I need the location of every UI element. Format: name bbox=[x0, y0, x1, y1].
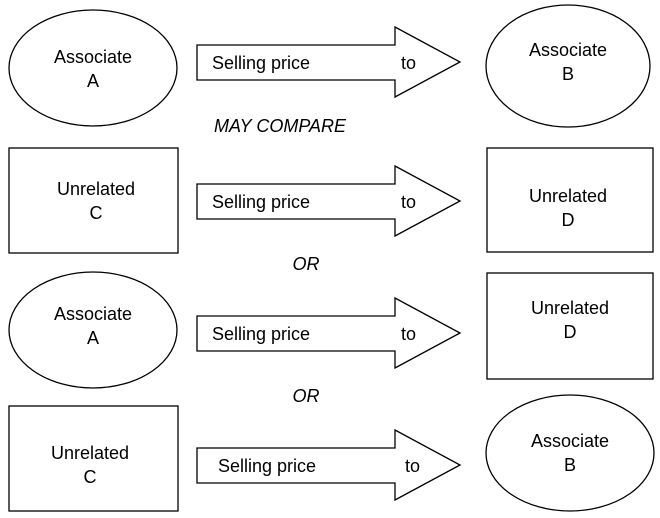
node-label: A bbox=[86, 328, 100, 348]
arrow-to-label: to bbox=[405, 456, 421, 476]
separator-label: OR bbox=[292, 386, 320, 406]
node-label: Unrelated bbox=[56, 179, 136, 199]
arrow-label: Selling price bbox=[212, 53, 311, 73]
row-1 bbox=[9, 5, 650, 127]
node-label: B bbox=[563, 455, 577, 475]
arrow-to-label: to bbox=[401, 53, 417, 73]
node-label: Unrelated bbox=[528, 186, 608, 206]
row-3 bbox=[9, 272, 653, 388]
node-label: C bbox=[83, 467, 97, 487]
separator-label: MAY COMPARE bbox=[213, 116, 347, 136]
node-label: Associate bbox=[528, 40, 608, 60]
node-unrelated-c bbox=[9, 148, 178, 253]
node-label: B bbox=[561, 64, 575, 84]
node-associate-a bbox=[9, 10, 177, 126]
row-2 bbox=[9, 148, 653, 253]
node-label: A bbox=[86, 71, 100, 91]
node-associate-b bbox=[486, 395, 654, 511]
node-label: Associate bbox=[53, 304, 133, 324]
node-label: Associate bbox=[53, 47, 133, 67]
node-label: D bbox=[563, 322, 577, 342]
arrow-label: Selling price bbox=[212, 192, 311, 212]
node-label: D bbox=[561, 210, 575, 230]
node-label: C bbox=[89, 203, 103, 223]
arrow-to-label: to bbox=[401, 324, 417, 344]
row-4 bbox=[9, 395, 654, 511]
arrow-label: Selling price bbox=[218, 456, 317, 476]
arrow-to-label: to bbox=[401, 192, 417, 212]
arrow-label: Selling price bbox=[212, 324, 311, 344]
node-label: Associate bbox=[530, 431, 610, 451]
node-label: Unrelated bbox=[530, 298, 610, 318]
separator-label: OR bbox=[292, 254, 320, 274]
node-label: Unrelated bbox=[50, 443, 130, 463]
